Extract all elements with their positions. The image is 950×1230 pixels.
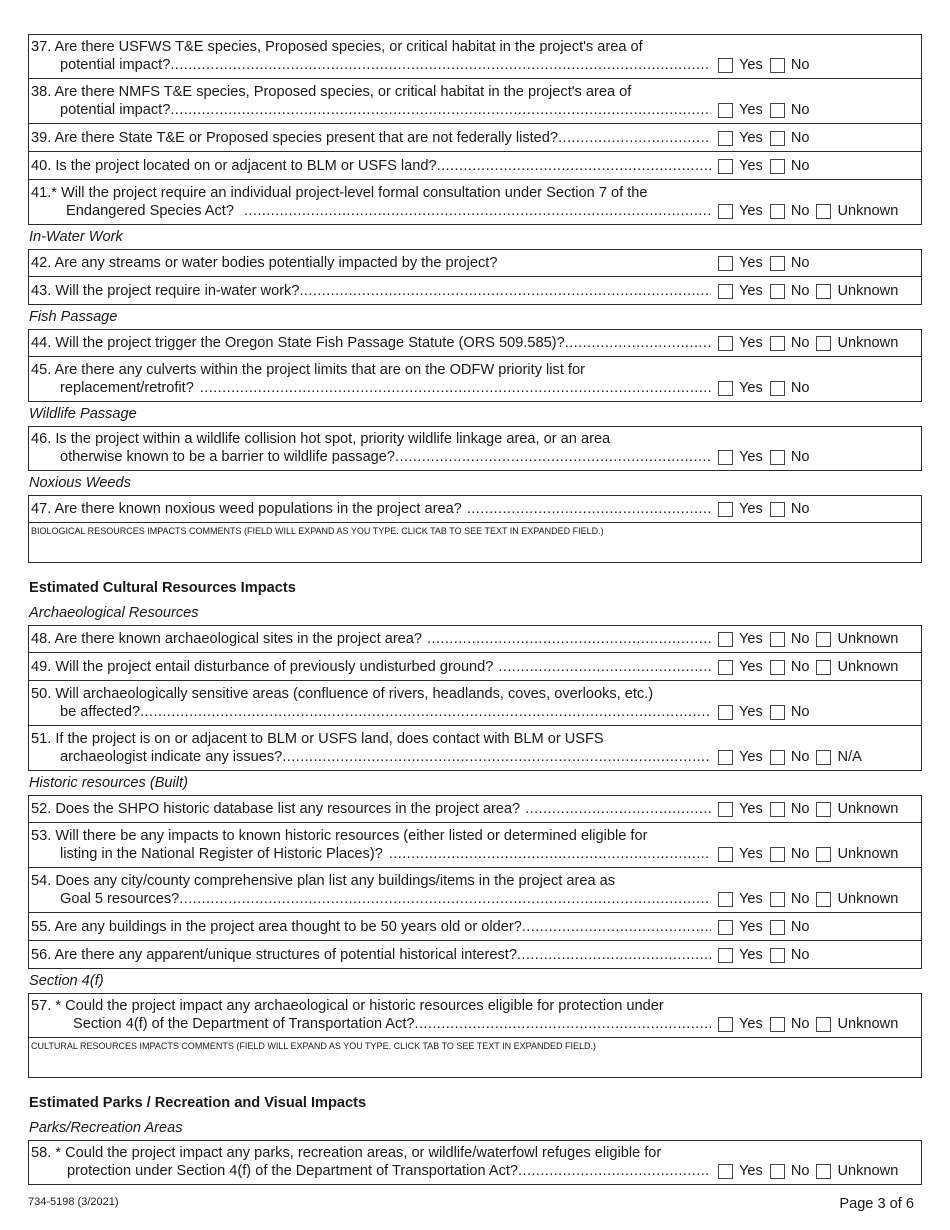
question-text: 54. Does any city/county comprehensive plan list any buildings/items in the project area as: [31, 873, 616, 889]
question-48: [28, 625, 922, 653]
no-label: No: [790, 501, 810, 517]
question-text: 39. Are there State T&E or Proposed species present that are not federally listed?: [31, 130, 559, 146]
unknown-checkbox[interactable]: [816, 892, 831, 907]
question-39: [28, 124, 922, 152]
question-text: otherwise known to be a barrier to wildlife passage?: [60, 449, 396, 465]
na-checkbox[interactable]: [816, 750, 831, 765]
question-45: [28, 357, 922, 402]
unknown-label: Unknown: [837, 891, 899, 907]
yes-label: Yes: [739, 130, 763, 146]
question-50: [28, 681, 922, 726]
yes-label: Yes: [739, 704, 763, 720]
question-44: [28, 329, 922, 357]
no-checkbox[interactable]: [770, 256, 785, 271]
question-37: [28, 34, 922, 79]
question-46: [28, 426, 922, 471]
no-label: No: [790, 749, 810, 765]
no-label: No: [790, 335, 810, 351]
no-checkbox[interactable]: [770, 131, 785, 146]
question-text: 53. Will there be any impacts to known historic resources (either listed or determined eligible for: [31, 828, 648, 844]
subsection-heading: Section 4(f): [29, 973, 104, 989]
no-checkbox[interactable]: [770, 1164, 785, 1179]
unknown-checkbox[interactable]: [816, 847, 831, 862]
no-checkbox[interactable]: [770, 58, 785, 73]
subsection-heading: Noxious Weeds: [29, 475, 131, 491]
yes-checkbox[interactable]: [718, 58, 733, 73]
no-label: No: [790, 846, 810, 862]
no-label: No: [790, 102, 810, 118]
yes-checkbox[interactable]: [718, 131, 733, 146]
unknown-checkbox[interactable]: [816, 1017, 831, 1032]
section-heading: Estimated Cultural Resources Impacts: [29, 580, 296, 596]
subsection-heading: Wildlife Passage: [29, 406, 137, 422]
question-54: [28, 868, 922, 913]
yes-label: Yes: [739, 919, 763, 935]
yes-checkbox[interactable]: [718, 660, 733, 675]
no-checkbox[interactable]: [770, 802, 785, 817]
yes-checkbox[interactable]: [718, 802, 733, 817]
no-label: No: [790, 203, 810, 219]
yes-label: Yes: [739, 102, 763, 118]
no-checkbox[interactable]: [770, 502, 785, 517]
yes-label: Yes: [739, 1016, 763, 1032]
yes-label: Yes: [739, 158, 763, 174]
question-text: listing in the National Register of Historic Places)?: [60, 846, 383, 862]
unknown-label: Unknown: [837, 1163, 899, 1179]
no-checkbox[interactable]: [770, 632, 785, 647]
cultural-comments-field[interactable]: [28, 1038, 922, 1078]
question-text: Goal 5 resources?: [60, 891, 180, 907]
question-text: 40. Is the project located on or adjacent to BLM or USFS land?: [31, 158, 437, 174]
question-text: 58. * Could the project impact any parks, recreation areas, or wildlife/waterfowl refuges eligible for: [31, 1145, 662, 1161]
yes-label: Yes: [739, 891, 763, 907]
question-text: 52. Does the SHPO historic database list any resources in the project area?: [31, 801, 521, 817]
question-text: 49. Will the project entail disturbance of previously undisturbed ground?: [31, 659, 494, 675]
no-checkbox[interactable]: [770, 750, 785, 765]
comments-label: CULTURAL RESOURCES IMPACTS COMMENTS (FIELD WILL EXPAND AS YOU TYPE. CLICK TAB TO SEE TEXT IN EXPANDED FIELD.): [31, 1041, 596, 1051]
yes-checkbox[interactable]: [718, 103, 733, 118]
no-label: No: [790, 631, 810, 647]
no-checkbox[interactable]: [770, 204, 785, 219]
question-42: [28, 249, 922, 277]
question-43: [28, 277, 922, 305]
no-checkbox[interactable]: [770, 948, 785, 963]
subsection-heading: In-Water Work: [29, 229, 123, 245]
question-text: 45. Are there any culverts within the project limits that are on the ODFW priority list for: [31, 362, 585, 378]
yes-checkbox[interactable]: [718, 381, 733, 396]
yes-checkbox[interactable]: [718, 256, 733, 271]
yes-label: Yes: [739, 631, 763, 647]
question-text: 46. Is the project within a wildlife collision hot spot, priority wildlife linkage area, or an area: [31, 431, 611, 447]
unknown-checkbox[interactable]: [816, 802, 831, 817]
na-label: N/A: [837, 749, 862, 765]
question-text: Section 4(f) of the Department of Transportation Act?: [73, 1016, 415, 1032]
no-label: No: [790, 449, 810, 465]
no-label: No: [790, 704, 810, 720]
yes-label: Yes: [739, 57, 763, 73]
page-number: Page 3 of 6: [839, 1196, 914, 1212]
subsection-heading: Parks/Recreation Areas: [29, 1120, 183, 1136]
question-52: [28, 795, 922, 823]
no-checkbox[interactable]: [770, 103, 785, 118]
yes-label: Yes: [739, 335, 763, 351]
no-label: No: [790, 1163, 810, 1179]
form-number: 734-5198 (3/2021): [28, 1196, 119, 1208]
question-56: [28, 941, 922, 969]
question-47: [28, 495, 922, 523]
yes-checkbox[interactable]: [718, 705, 733, 720]
question-40: [28, 152, 922, 180]
question-58: [28, 1140, 922, 1185]
yes-label: Yes: [739, 749, 763, 765]
unknown-label: Unknown: [837, 631, 899, 647]
question-text: 51. If the project is on or adjacent to BLM or USFS land, does contact with BLM or USFS: [31, 731, 604, 747]
no-checkbox[interactable]: [770, 284, 785, 299]
unknown-checkbox[interactable]: [816, 204, 831, 219]
unknown-label: Unknown: [837, 283, 899, 299]
yes-checkbox[interactable]: [718, 847, 733, 862]
yes-label: Yes: [739, 846, 763, 862]
no-checkbox[interactable]: [770, 381, 785, 396]
yes-label: Yes: [739, 1163, 763, 1179]
question-51: [28, 726, 922, 771]
yes-label: Yes: [739, 501, 763, 517]
unknown-label: Unknown: [837, 335, 899, 351]
unknown-label: Unknown: [837, 659, 899, 675]
yes-checkbox[interactable]: [718, 632, 733, 647]
question-text: 41.* Will the project require an individual project-level formal consultation under Section 7 of the: [31, 185, 648, 201]
yes-label: Yes: [739, 659, 763, 675]
no-label: No: [790, 891, 810, 907]
question-41: [28, 180, 922, 225]
question-55: [28, 913, 922, 941]
unknown-label: Unknown: [837, 1016, 899, 1032]
unknown-label: Unknown: [837, 203, 899, 219]
no-label: No: [790, 57, 810, 73]
unknown-checkbox[interactable]: [816, 284, 831, 299]
unknown-label: Unknown: [837, 846, 899, 862]
question-text: 44. Will the project trigger the Oregon State Fish Passage Statute (ORS 509.585)?: [31, 335, 565, 351]
yes-checkbox[interactable]: [718, 450, 733, 465]
question-57: [28, 993, 922, 1038]
yes-label: Yes: [739, 801, 763, 817]
yes-checkbox[interactable]: [718, 336, 733, 351]
unknown-checkbox[interactable]: [816, 632, 831, 647]
no-label: No: [790, 283, 810, 299]
no-checkbox[interactable]: [770, 1017, 785, 1032]
question-text: Endangered Species Act?: [66, 203, 234, 219]
yes-label: Yes: [739, 449, 763, 465]
question-text: 47. Are there known noxious weed populations in the project area?: [31, 501, 462, 517]
yes-checkbox[interactable]: [718, 1017, 733, 1032]
question-text: potential impact?: [60, 102, 171, 118]
subsection-heading: Historic resources (Built): [29, 775, 188, 791]
yes-label: Yes: [739, 947, 763, 963]
no-checkbox[interactable]: [770, 920, 785, 935]
yes-label: Yes: [739, 380, 763, 396]
subsection-heading: Archaeological Resources: [29, 605, 199, 621]
biological-comments-field[interactable]: [28, 523, 922, 563]
no-label: No: [790, 255, 810, 271]
yes-checkbox[interactable]: [718, 204, 733, 219]
question-text: replacement/retrofit?: [60, 380, 194, 396]
yes-checkbox[interactable]: [718, 1164, 733, 1179]
no-checkbox[interactable]: [770, 847, 785, 862]
question-text: be affected?: [60, 704, 141, 720]
no-label: No: [790, 801, 810, 817]
question-text: 37. Are there USFWS T&E species, Proposed species, or critical habitat in the project's area of: [31, 39, 643, 55]
no-checkbox[interactable]: [770, 705, 785, 720]
question-53: [28, 823, 922, 868]
no-checkbox[interactable]: [770, 159, 785, 174]
no-checkbox[interactable]: [770, 450, 785, 465]
question-text: 55. Are any buildings in the project area thought to be 50 years old or older?: [31, 919, 522, 935]
no-checkbox[interactable]: [770, 892, 785, 907]
question-text: potential impact?: [60, 57, 171, 73]
yes-checkbox[interactable]: [718, 284, 733, 299]
unknown-checkbox[interactable]: [816, 1164, 831, 1179]
section-heading: Estimated Parks / Recreation and Visual Impacts: [29, 1095, 367, 1111]
no-label: No: [790, 919, 810, 935]
no-label: No: [790, 158, 810, 174]
question-text: 43. Will the project require in-water work?: [31, 283, 300, 299]
question-38: [28, 79, 922, 124]
unknown-checkbox[interactable]: [816, 336, 831, 351]
question-text: archaeologist indicate any issues?: [60, 749, 283, 765]
yes-checkbox[interactable]: [718, 892, 733, 907]
question-text: 42. Are any streams or water bodies potentially impacted by the project?: [31, 255, 498, 271]
yes-checkbox[interactable]: [718, 502, 733, 517]
no-label: No: [790, 380, 810, 396]
no-label: No: [790, 130, 810, 146]
no-checkbox[interactable]: [770, 660, 785, 675]
unknown-checkbox[interactable]: [816, 660, 831, 675]
question-text: protection under Section 4(f) of the Department of Transportation Act?: [67, 1163, 519, 1179]
question-text: 56. Are there any apparent/unique structures of potential historical interest?: [31, 947, 517, 963]
question-text: 57. * Could the project impact any archaeological or historic resources eligible for protection under: [31, 998, 664, 1014]
no-label: No: [790, 947, 810, 963]
question-text: 50. Will archaeologically sensitive areas (confluence of rivers, headlands, coves, overlooks, etc.): [31, 686, 654, 702]
subsection-heading: Fish Passage: [29, 309, 118, 325]
no-label: No: [790, 1016, 810, 1032]
yes-label: Yes: [739, 283, 763, 299]
question-49: [28, 653, 922, 681]
unknown-label: Unknown: [837, 801, 899, 817]
no-checkbox[interactable]: [770, 336, 785, 351]
yes-checkbox[interactable]: [718, 159, 733, 174]
comments-label: BIOLOGICAL RESOURCES IMPACTS COMMENTS (FIELD WILL EXPAND AS YOU TYPE. CLICK TAB TO SEE TEXT IN EXPANDED FIELD.): [31, 526, 604, 536]
yes-label: Yes: [739, 255, 763, 271]
no-label: No: [790, 659, 810, 675]
yes-checkbox[interactable]: [718, 750, 733, 765]
yes-checkbox[interactable]: [718, 920, 733, 935]
yes-label: Yes: [739, 203, 763, 219]
question-text: 48. Are there known archaeological sites in the project area?: [31, 631, 423, 647]
yes-checkbox[interactable]: [718, 948, 733, 963]
question-text: 38. Are there NMFS T&E species, Proposed species, or critical habitat in the project's area of: [31, 84, 632, 100]
